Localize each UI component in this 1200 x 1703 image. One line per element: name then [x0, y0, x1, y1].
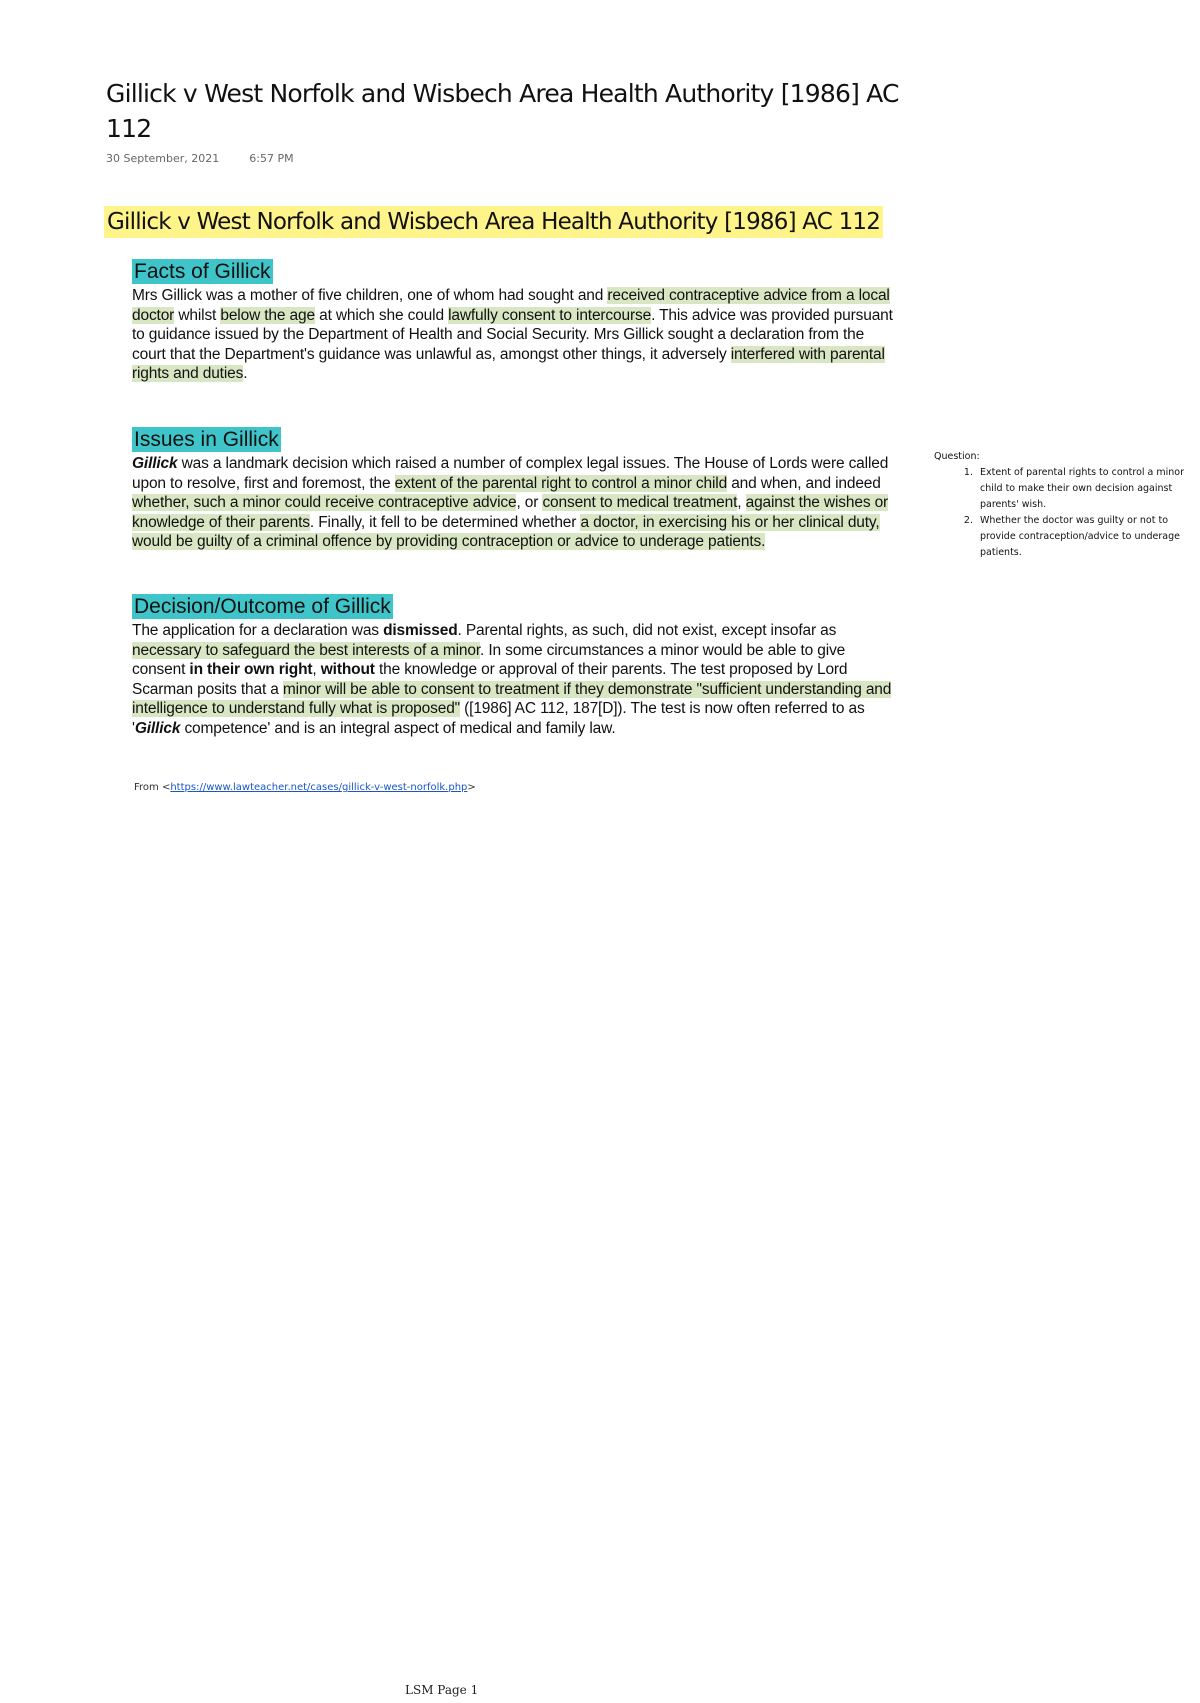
bold-text: in their own right [189, 661, 313, 679]
highlight: below the age [220, 306, 315, 324]
page-title: Gillick v West Norfolk and Wisbech Area Health Authority [1986] AC 112 [106, 79, 899, 143]
list-item: 2. Whether the doctor was guilty or not to provide contraception/advice to underage patients. [976, 513, 1199, 561]
text-run: . Parental rights, as such, did not exist, except insofar as [457, 622, 837, 639]
highlight: necessary to safeguard the best interests of a minor [132, 641, 481, 659]
highlight: lawfully consent to intercourse [448, 306, 652, 324]
side-note [934, 449, 1199, 561]
page-date: 30 September, 2021 [106, 152, 220, 165]
page-time: 6:57 PM [249, 152, 294, 165]
issues-paragraph [132, 454, 900, 552]
highlight: interfered with parental rights and duties [132, 345, 885, 383]
issues-heading: Issues in Gillick [134, 428, 279, 451]
text-run: The application for a declaration was [132, 622, 384, 639]
case-name: Gillick [132, 455, 178, 472]
highlight: consent to medical treatment [542, 494, 738, 512]
list-item: 1. Extent of parental rights to control a minor child to make their own decision against parents' wish. [976, 465, 1199, 513]
facts-section [132, 259, 900, 384]
side-note-list [934, 465, 1199, 561]
case-name: Gillick [134, 719, 181, 737]
decision-paragraph [132, 621, 900, 739]
side-note-label: Question: [934, 451, 980, 462]
main-heading: Gillick v West Norfolk and Wisbech Area Health Authority [1986] AC 112 [104, 206, 883, 238]
text-run: , [737, 494, 746, 512]
highlight: a doctor, in exercising his or her clinical duty, would be guilty of a criminal offence by providing contraception or advice to underage patients. [132, 513, 880, 551]
text-run: . [243, 365, 248, 383]
page-meta [106, 152, 294, 165]
highlight: against the wishes or knowledge of their parents [132, 494, 889, 531]
source-link[interactable]: https://www.lawteacher.net/cases/gillick-v-west-norfolk.php [170, 782, 468, 793]
highlight: received contraceptive advice from a local doctor [132, 287, 890, 324]
text-run: the knowledge or approval of their parents. The test proposed by Lord Scarman posits that a [132, 661, 848, 698]
highlight: whether, such a minor could receive contraceptive advice [132, 494, 517, 512]
highlight: extent of the parental right to control a minor child [394, 474, 728, 492]
facts-paragraph [132, 286, 900, 384]
source-prefix: From < [134, 782, 171, 793]
text-run: was a landmark decision which raised a number of complex legal issues. The House of Lords were called upon to resolve, first and foremost, the [132, 455, 889, 492]
text-run: , or [516, 494, 543, 512]
text-run: whilst [174, 306, 221, 324]
highlight: minor will be able to consent to treatment if they demonstrate "sufficient understanding and intelligence to understand fully what is proposed" [132, 680, 892, 718]
text-run: Mrs Gillick was a mother of five children, one of whom had sought and [132, 287, 608, 304]
text-run: . This advice was provided pursuant to guidance issued by the Department of Health and Social Security. Mrs Gillick sought a declaration from the court that the Department's guidance was unlawful as, amongst other things, it adversely [132, 306, 893, 363]
source-suffix: > [467, 782, 476, 793]
decision-section [132, 594, 900, 739]
bold-text: without [320, 661, 375, 679]
facts-heading: Facts of Gillick [134, 260, 271, 283]
decision-heading: Decision/Outcome of Gillick [134, 595, 391, 618]
source-citation [134, 782, 476, 793]
text-run: ([1986] AC 112, 187[D]). The test is now often referred to as ' [132, 700, 865, 737]
text-run: at which she could [314, 306, 449, 324]
bold-text: dismissed [383, 622, 458, 639]
text-run: . In some circumstances a minor would be able to give consent [132, 641, 846, 679]
page-footer: LSM Page 1 [405, 1683, 479, 1697]
text-run: , [312, 661, 321, 679]
text-run: competence' and is an integral aspect of medical and family law. [180, 719, 616, 737]
text-run: and when, and indeed [727, 474, 881, 492]
text-run: . Finally, it fell to be determined whether [309, 513, 581, 531]
issues-section [132, 427, 900, 552]
